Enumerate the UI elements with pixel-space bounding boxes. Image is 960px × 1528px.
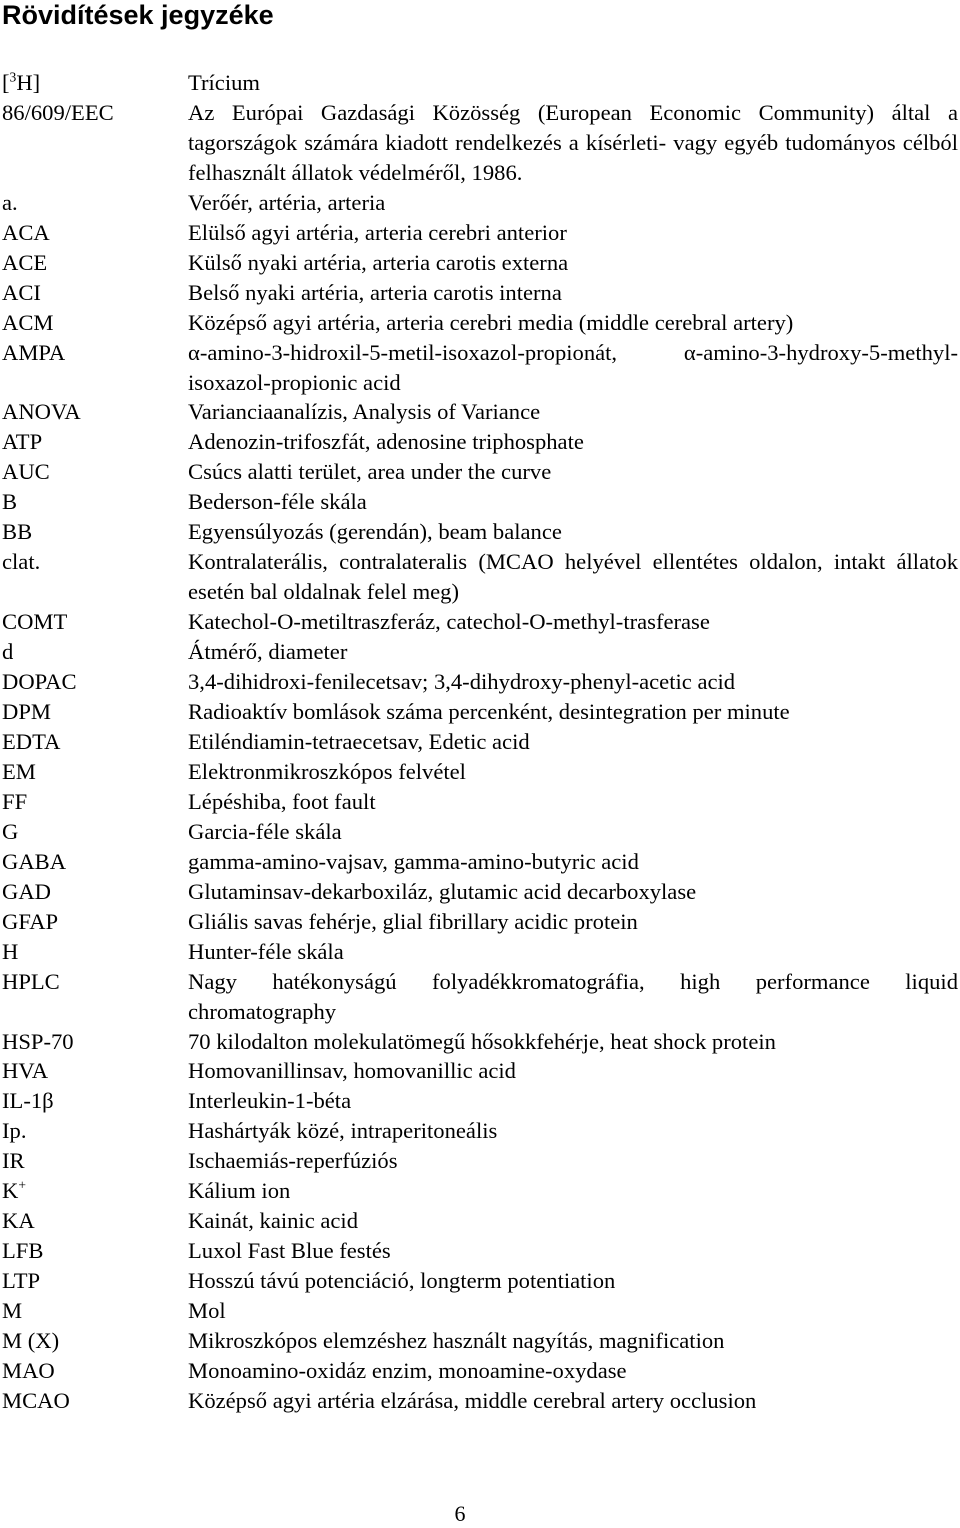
abbreviation: ANOVA bbox=[2, 399, 81, 425]
abbreviation: DOPAC bbox=[2, 669, 77, 695]
list-item bbox=[2, 308, 958, 338]
abbreviation: d bbox=[2, 639, 14, 665]
definition: Adenozin-trifoszfát, adenosine triphosphate bbox=[188, 429, 584, 455]
definition: Trícium bbox=[188, 70, 260, 95]
definition: Bederson-féle skála bbox=[188, 489, 367, 515]
list-item bbox=[2, 1236, 958, 1266]
list-item bbox=[2, 817, 958, 847]
abbreviation: ACE bbox=[2, 249, 48, 275]
definition: Elülső agyi artéria, arteria cerebri anterior bbox=[188, 219, 567, 245]
list-item bbox=[2, 1056, 958, 1086]
definition: Kontralaterális, contralateralis (MCAO helyével ellentétes oldalon, intakt állatok esetén bal oldalnak felel meg) bbox=[188, 549, 958, 605]
definition: Csúcs alatti terület, area under the curve bbox=[188, 459, 552, 485]
abbreviation: ACA bbox=[2, 219, 50, 245]
list-item bbox=[2, 517, 958, 547]
list-item bbox=[2, 397, 958, 427]
definition: gamma-amino-vajsav, gamma-amino-butyric acid bbox=[188, 848, 639, 874]
definition: Garcia-féle skála bbox=[188, 818, 342, 844]
list-item bbox=[2, 727, 958, 757]
abbreviation: GAD bbox=[2, 878, 51, 904]
abbreviation: KA bbox=[2, 1208, 35, 1234]
list-item bbox=[2, 937, 958, 967]
list-item bbox=[2, 98, 958, 188]
abbreviation: ACI bbox=[2, 279, 41, 305]
abbreviation: FF bbox=[2, 788, 28, 814]
list-item bbox=[2, 847, 958, 877]
abbreviation: ACM bbox=[2, 309, 54, 335]
definition: Hashártyák közé, intraperitoneális bbox=[188, 1118, 498, 1144]
list-item bbox=[2, 1386, 958, 1416]
list-item bbox=[2, 218, 958, 248]
abbreviation: BB bbox=[2, 519, 33, 545]
list-item bbox=[2, 188, 958, 218]
list-item bbox=[2, 1266, 958, 1296]
abbreviation: B bbox=[2, 489, 18, 515]
abbreviation: clat. bbox=[2, 549, 41, 575]
definition: Egyensúlyozás (gerendán), beam balance bbox=[188, 519, 562, 545]
definition: Interleukin-1-béta bbox=[188, 1088, 352, 1114]
abbreviation: GFAP bbox=[2, 908, 59, 934]
abbreviation: MCAO bbox=[2, 1387, 70, 1413]
definition: Luxol Fast Blue festés bbox=[188, 1238, 391, 1264]
definition: Elektronmikroszkópos felvétel bbox=[188, 758, 466, 784]
abbreviation: HSP-70 bbox=[2, 1028, 74, 1054]
list-item bbox=[2, 1296, 958, 1326]
definition: Homovanillinsav, homovanillic acid bbox=[188, 1058, 516, 1084]
definition: Hosszú távú potenciáció, longterm potentiation bbox=[188, 1268, 616, 1294]
abbreviation: 86/609/EEC bbox=[2, 99, 114, 125]
definition: Belső nyaki artéria, arteria carotis interna bbox=[188, 279, 562, 305]
abbreviation: ATP bbox=[2, 429, 43, 455]
definition: Az Európai Gazdasági Közösség (European Economic Community) által a tagországok számára kiadott rendelkezés a kísérleti- vagy egyéb tudományos célból felhasznált állatok védelméről, 1986. bbox=[188, 99, 958, 185]
list-item bbox=[2, 907, 958, 937]
definition: Monoamino-oxidáz enzim, monoamine-oxydase bbox=[188, 1357, 627, 1383]
abbreviation: HVA bbox=[2, 1058, 49, 1084]
abbreviation: M (X) bbox=[2, 1328, 60, 1354]
definition: Verőér, artéria, arteria bbox=[188, 189, 386, 215]
definition: Átmérő, diameter bbox=[188, 639, 348, 665]
abbreviation: HPLC bbox=[2, 968, 60, 994]
list-item bbox=[2, 637, 958, 667]
abbreviation: MAO bbox=[2, 1357, 55, 1383]
definition: Mol bbox=[188, 1298, 226, 1324]
list-item bbox=[2, 1176, 958, 1206]
abbreviation: AMPA bbox=[2, 339, 66, 365]
abbreviation: H bbox=[2, 938, 19, 964]
abbreviation-list bbox=[2, 68, 958, 1416]
definition: Mikroszkópos elemzéshez használt nagyítás, magnification bbox=[188, 1328, 725, 1354]
list-item bbox=[2, 1027, 958, 1057]
list-item bbox=[2, 607, 958, 637]
abbreviation-superscript: + bbox=[18, 1177, 26, 1193]
list-item bbox=[2, 1356, 958, 1386]
definition: Nagy hatékonyságú folyadékkromatográfia, high performance liquid chromatography bbox=[188, 968, 958, 1024]
list-item bbox=[2, 787, 958, 817]
list-item bbox=[2, 1086, 958, 1116]
definition: α-amino-3-hidroxil-5-metil-isoxazol-propionát, α-amino-3-hydroxy-5-methyl-isoxazol-propionic acid bbox=[188, 339, 958, 395]
abbreviation: IR bbox=[2, 1148, 25, 1174]
abbreviation-suffix: H] bbox=[16, 70, 41, 95]
list-item bbox=[2, 427, 958, 457]
definition: Ischaemiás-reperfúziós bbox=[188, 1148, 398, 1174]
definition: Középső agyi artéria, arteria cerebri media (middle cerebral artery) bbox=[188, 309, 794, 335]
list-item bbox=[2, 757, 958, 787]
list-item bbox=[2, 338, 958, 398]
abbreviation: EDTA bbox=[2, 728, 61, 754]
abbreviation: GABA bbox=[2, 848, 67, 874]
definition: Külső nyaki artéria, arteria carotis externa bbox=[188, 249, 569, 275]
abbreviation-superscript: 3 bbox=[9, 69, 17, 85]
page-title: Rövidítések jegyzéke bbox=[2, 0, 274, 30]
abbreviation: EM bbox=[2, 758, 36, 784]
list-item bbox=[2, 547, 958, 607]
list-item bbox=[2, 68, 958, 98]
abbreviation-prefix: [ bbox=[2, 70, 10, 95]
list-item bbox=[2, 1326, 958, 1356]
abbreviation-prefix: K bbox=[2, 1178, 19, 1204]
definition: Kálium ion bbox=[188, 1178, 291, 1204]
list-item bbox=[2, 877, 958, 907]
abbreviation: a. bbox=[2, 189, 18, 215]
abbreviation: IL-1β bbox=[2, 1088, 54, 1114]
abbreviation: LFB bbox=[2, 1238, 44, 1264]
definition: Katechol-O-metiltraszferáz, catechol-O-methyl-trasferase bbox=[188, 609, 710, 635]
abbreviation: AUC bbox=[2, 459, 50, 485]
list-item bbox=[2, 278, 958, 308]
abbreviation bbox=[2, 1176, 188, 1206]
list-item bbox=[2, 697, 958, 727]
abbreviation: Ip. bbox=[2, 1118, 27, 1144]
abbreviation: M bbox=[2, 1298, 23, 1324]
definition: Etiléndiamin-tetraecetsav, Edetic acid bbox=[188, 728, 530, 754]
definition: Glutaminsav-dekarboxiláz, glutamic acid decarboxylase bbox=[188, 878, 697, 904]
definition: Kainát, kainic acid bbox=[188, 1208, 359, 1234]
list-item bbox=[2, 667, 958, 697]
definition: 70 kilodalton molekulatömegű hősokkfehérje, heat shock protein bbox=[188, 1028, 776, 1054]
abbreviation: LTP bbox=[2, 1268, 41, 1294]
definition: Gliális savas fehérje, glial fibrillary acidic protein bbox=[188, 908, 638, 934]
definition: Középső agyi artéria elzárása, middle cerebral artery occlusion bbox=[188, 1387, 757, 1413]
list-item bbox=[2, 457, 958, 487]
definition: Radioaktív bomlások száma percenként, desintegration per minute bbox=[188, 699, 790, 725]
definition: Varianciaanalízis, Analysis of Variance bbox=[188, 399, 541, 425]
list-item bbox=[2, 1116, 958, 1146]
definition: Lépéshiba, foot fault bbox=[188, 788, 376, 814]
abbreviation: G bbox=[2, 818, 19, 844]
abbreviation: DPM bbox=[2, 699, 51, 725]
abbreviation: COMT bbox=[2, 609, 68, 635]
definition: 3,4-dihidroxi-fenilecetsav; 3,4-dihydroxy-phenyl-acetic acid bbox=[188, 669, 736, 695]
list-item bbox=[2, 1146, 958, 1176]
list-item bbox=[2, 1206, 958, 1236]
page-number: 6 bbox=[454, 1501, 466, 1526]
list-item bbox=[2, 248, 958, 278]
abbreviation bbox=[2, 68, 188, 98]
definition: Hunter-féle skála bbox=[188, 938, 344, 964]
list-item bbox=[2, 487, 958, 517]
list-item bbox=[2, 967, 958, 1027]
